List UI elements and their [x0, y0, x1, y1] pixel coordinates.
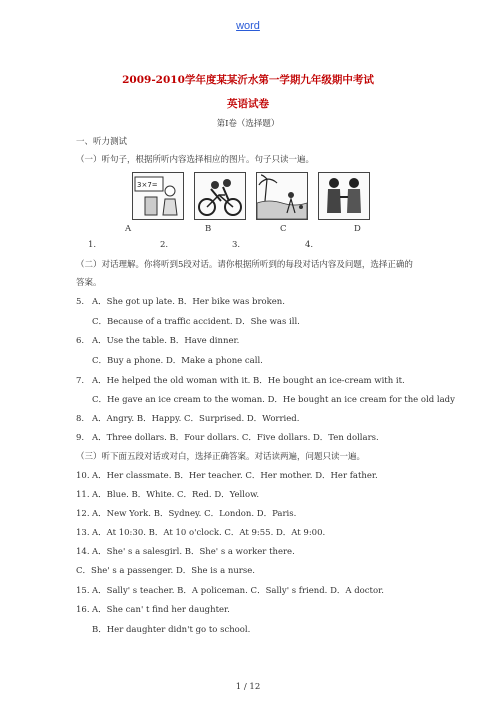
picture-d: [318, 172, 370, 220]
question-options: A．She got up late. B．Her bike was broken.: [92, 297, 285, 307]
question-number: 12.: [76, 509, 90, 519]
picture-label-d: D: [354, 224, 361, 234]
question-number: 5.: [76, 297, 85, 307]
question-number: 10.: [76, 471, 90, 481]
question-number: 11.: [76, 490, 90, 500]
pic-a-text: 3×7=: [137, 181, 158, 189]
question-options: A．Three dollars. B．Four dollars. C．Five dollars. D．Ten dollars.: [92, 433, 379, 443]
header-link[interactable]: word: [236, 20, 260, 32]
question-options: A．New York. B．Sydney. C．London. D．Paris.: [92, 509, 297, 519]
question-options: C．She' s a passenger. D．She is a nurse.: [76, 566, 255, 576]
exam-title: 2009-2010学年度某某沂水第一学期九年级期中考试: [122, 74, 374, 86]
part-instruction: （二）对话理解。你将听到5段对话。请你根据所听到的每段对话内容及问题，选择正确的: [76, 260, 413, 270]
question-options: A．She' s a salesgirl. B．She' s a worker there.: [92, 547, 295, 557]
question-number: 7.: [76, 376, 85, 386]
picture-b: [194, 172, 246, 220]
question-options: B．Her daughter didn't go to school.: [92, 625, 251, 635]
question-options: C．Because of a traffic accident. D．She was ill.: [92, 317, 300, 327]
question-options: A．Blue. B．White. C．Red. D．Yellow.: [92, 490, 260, 500]
question-options: C．He gave an ice cream to the woman. D．He bought an ice cream for the old lady: [92, 395, 455, 405]
picture-label-a: A: [125, 224, 132, 234]
picture-options: [132, 172, 378, 224]
question-number: 14.: [76, 547, 90, 557]
part-instruction: （一）听句子，根据所听内容选择相应的图片。句子只读一遍。: [76, 155, 315, 165]
page-number: 1 / 12: [235, 682, 261, 692]
answer-number-1: 1.: [88, 240, 97, 250]
part-instruction-cont: 答案。: [76, 278, 102, 288]
picture-a: [132, 172, 184, 220]
answer-number-4: 4.: [305, 240, 314, 250]
part-instruction: （三）听下面五段对话或对白，选择正确答案。对话读两遍，问题只读一遍。: [76, 452, 366, 462]
question-options: A．Her classmate. B．Her teacher. C．Her mother. D．Her father.: [92, 471, 378, 481]
picture-label-c: C: [280, 224, 287, 234]
question-options: A．Use the table. B．Have dinner.: [92, 336, 240, 346]
question-options: A．He helped the old woman with it. B．He bought an ice-cream with it.: [92, 376, 405, 386]
question-options: A．At 10:30. B．At 10 o'clock. C．At 9:55. D．At 9:00.: [92, 528, 326, 538]
volume-heading: 第Ⅰ卷（选择题）: [216, 119, 280, 129]
question-number: 15.: [76, 586, 90, 596]
question-options: A．She can' t find her daughter.: [92, 605, 230, 615]
question-options: A．Angry. B．Happy. C．Surprised. D．Worried.: [92, 414, 300, 424]
question-number: 16.: [76, 605, 90, 615]
exam-subtitle: 英语试卷: [227, 98, 269, 110]
question-number: 6.: [76, 336, 85, 346]
section-heading: 一、听力测试: [76, 137, 128, 147]
picture-c: [256, 172, 308, 220]
question-number: 9.: [76, 433, 85, 443]
question-number: 8.: [76, 414, 85, 424]
question-options: C．Buy a phone. D．Make a phone call.: [92, 356, 263, 366]
question-options: A．Sally' s teacher. B．A policeman. C．Sally' s friend. D．A doctor.: [92, 586, 384, 596]
question-number: 13.: [76, 528, 90, 538]
answer-number-2: 2.: [160, 240, 169, 250]
answer-number-3: 3.: [232, 240, 241, 250]
picture-label-b: B: [205, 224, 212, 234]
